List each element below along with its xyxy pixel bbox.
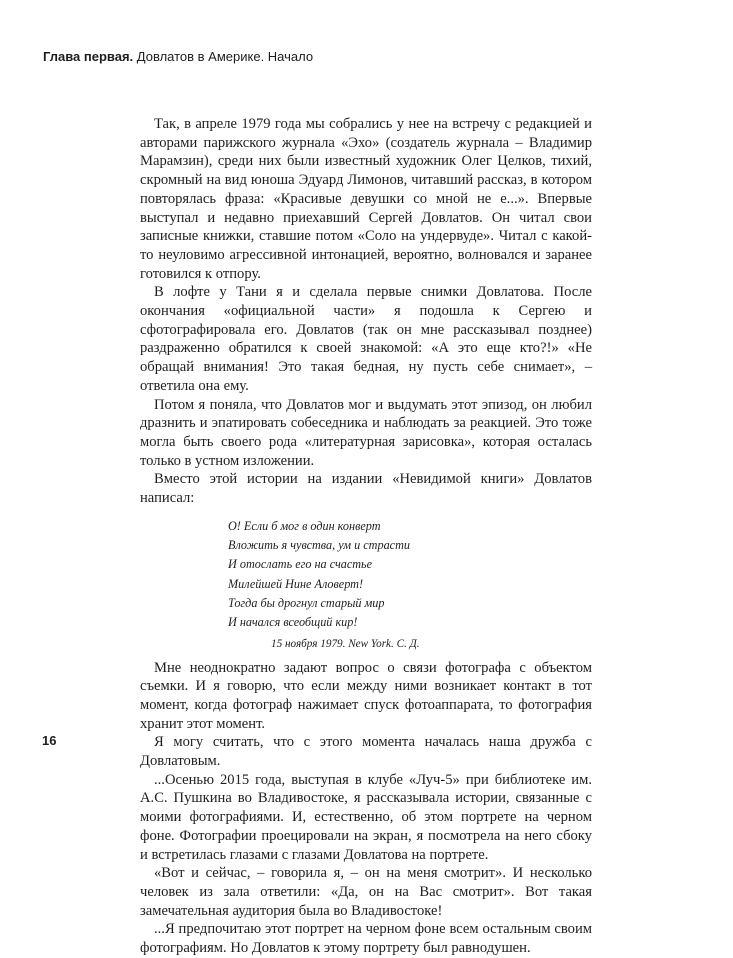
poem-line: Тогда бы дрогнул старый мир — [228, 595, 385, 610]
paragraph: ...Я предпочитаю этот портрет на черном фоне всем остальным своим фотографиям. Но Довлатов к этому портрету был равнодушен. — [140, 921, 592, 957]
paragraph: «Вот и сейчас, – говорила я, – он на меня смотрит». И несколько человек из зала ответили: «Да, он на Вас смотрит». Вот такая замечательная аудитория была во Владивостоке! — [140, 865, 592, 919]
poem-inscription — [140, 517, 592, 633]
paragraph: Я могу считать, что с этого момента началась наша дружба с Довлатовым. — [140, 734, 592, 770]
page-number: 16 — [42, 733, 57, 748]
chapter-title: Довлатов в Америке. Начало — [136, 49, 314, 64]
poem-signature: 15 ноября 1979. New York. С. Д. — [271, 637, 420, 650]
running-header — [43, 49, 313, 65]
paragraph: Вместо этой истории на издании «Невидимой книги» Довлатов написал: — [140, 471, 592, 507]
paragraph: ...Осенью 2015 года, выступая в клубе «Луч-5» при библиотеке им. А.С. Пушкина во Владивостоке, я рассказывала истории, связанные с моими фотографиями. И, естественно, об этом портрете на черном фоне. Фотографии проецировали на экран, я посмотрела на него сбоку и встретилась глазами с глазами Довлатова на портрете. — [140, 771, 592, 863]
poem-line: Вложить я чувства, ум и страсти — [228, 538, 410, 553]
poem-line: Милейшей Нине Аловерт! — [228, 576, 364, 591]
page-body — [140, 115, 592, 958]
poem-line: И начался всеобщий кир! — [228, 615, 358, 630]
chapter-label: Глава первая. — [43, 49, 134, 64]
paragraph: Так, в апреле 1979 года мы собрались у нее на встречу с редакцией и авторами парижского журнала «Эхо» (создатель журнала – Владимир Марамзин), среди них были известный художник Олег Целков, тихий, скромный на вид юноша Эдуард Лимонов, читавший рассказ, в котором повторялась фраза: «Красивые девушки со мной не е...». Впервые выступал и недавно приехавший Сергей Довлатов. Он читал свои записные книжки, ставшие потом «Соло на ундервуде». Читал с какой-то неуловимо агрессивной интонацией, вероятно, волновался и заранее готовился к отпору. — [140, 116, 592, 282]
paragraph: Мне неоднократно задают вопрос о связи фотографа с объектом съемки. И я говорю, что если между ними возникает контакт в тот момент, когда фотограф нажимает спуск фотоаппарата, то фотография хранит этот момент. — [140, 659, 592, 732]
paragraph: В лофте у Тани я и сделала первые снимки Довлатова. После окончания «официальной части» я подошла к Сергею и сфотографировала его. Довлатов (так он мне рассказывал позднее) раздраженно обратился к своей знакомой: «А это еще кто?!» «Не обращай внимания! Это такая бедная, ну пусть себе снимает», – ответила она ему. — [140, 284, 592, 394]
poem-line: И отослать его на счастье — [228, 557, 373, 572]
paragraph: Потом я поняла, что Довлатов мог и выдумать этот эпизод, он любил дразнить и эпатировать собеседника и наблюдать за реакцией. Это тоже могла быть своего рода «литературная зарисовка», которая осталась только в устном изложении. — [140, 396, 592, 469]
poem-line: О! Если б мог в один конверт — [228, 518, 381, 533]
